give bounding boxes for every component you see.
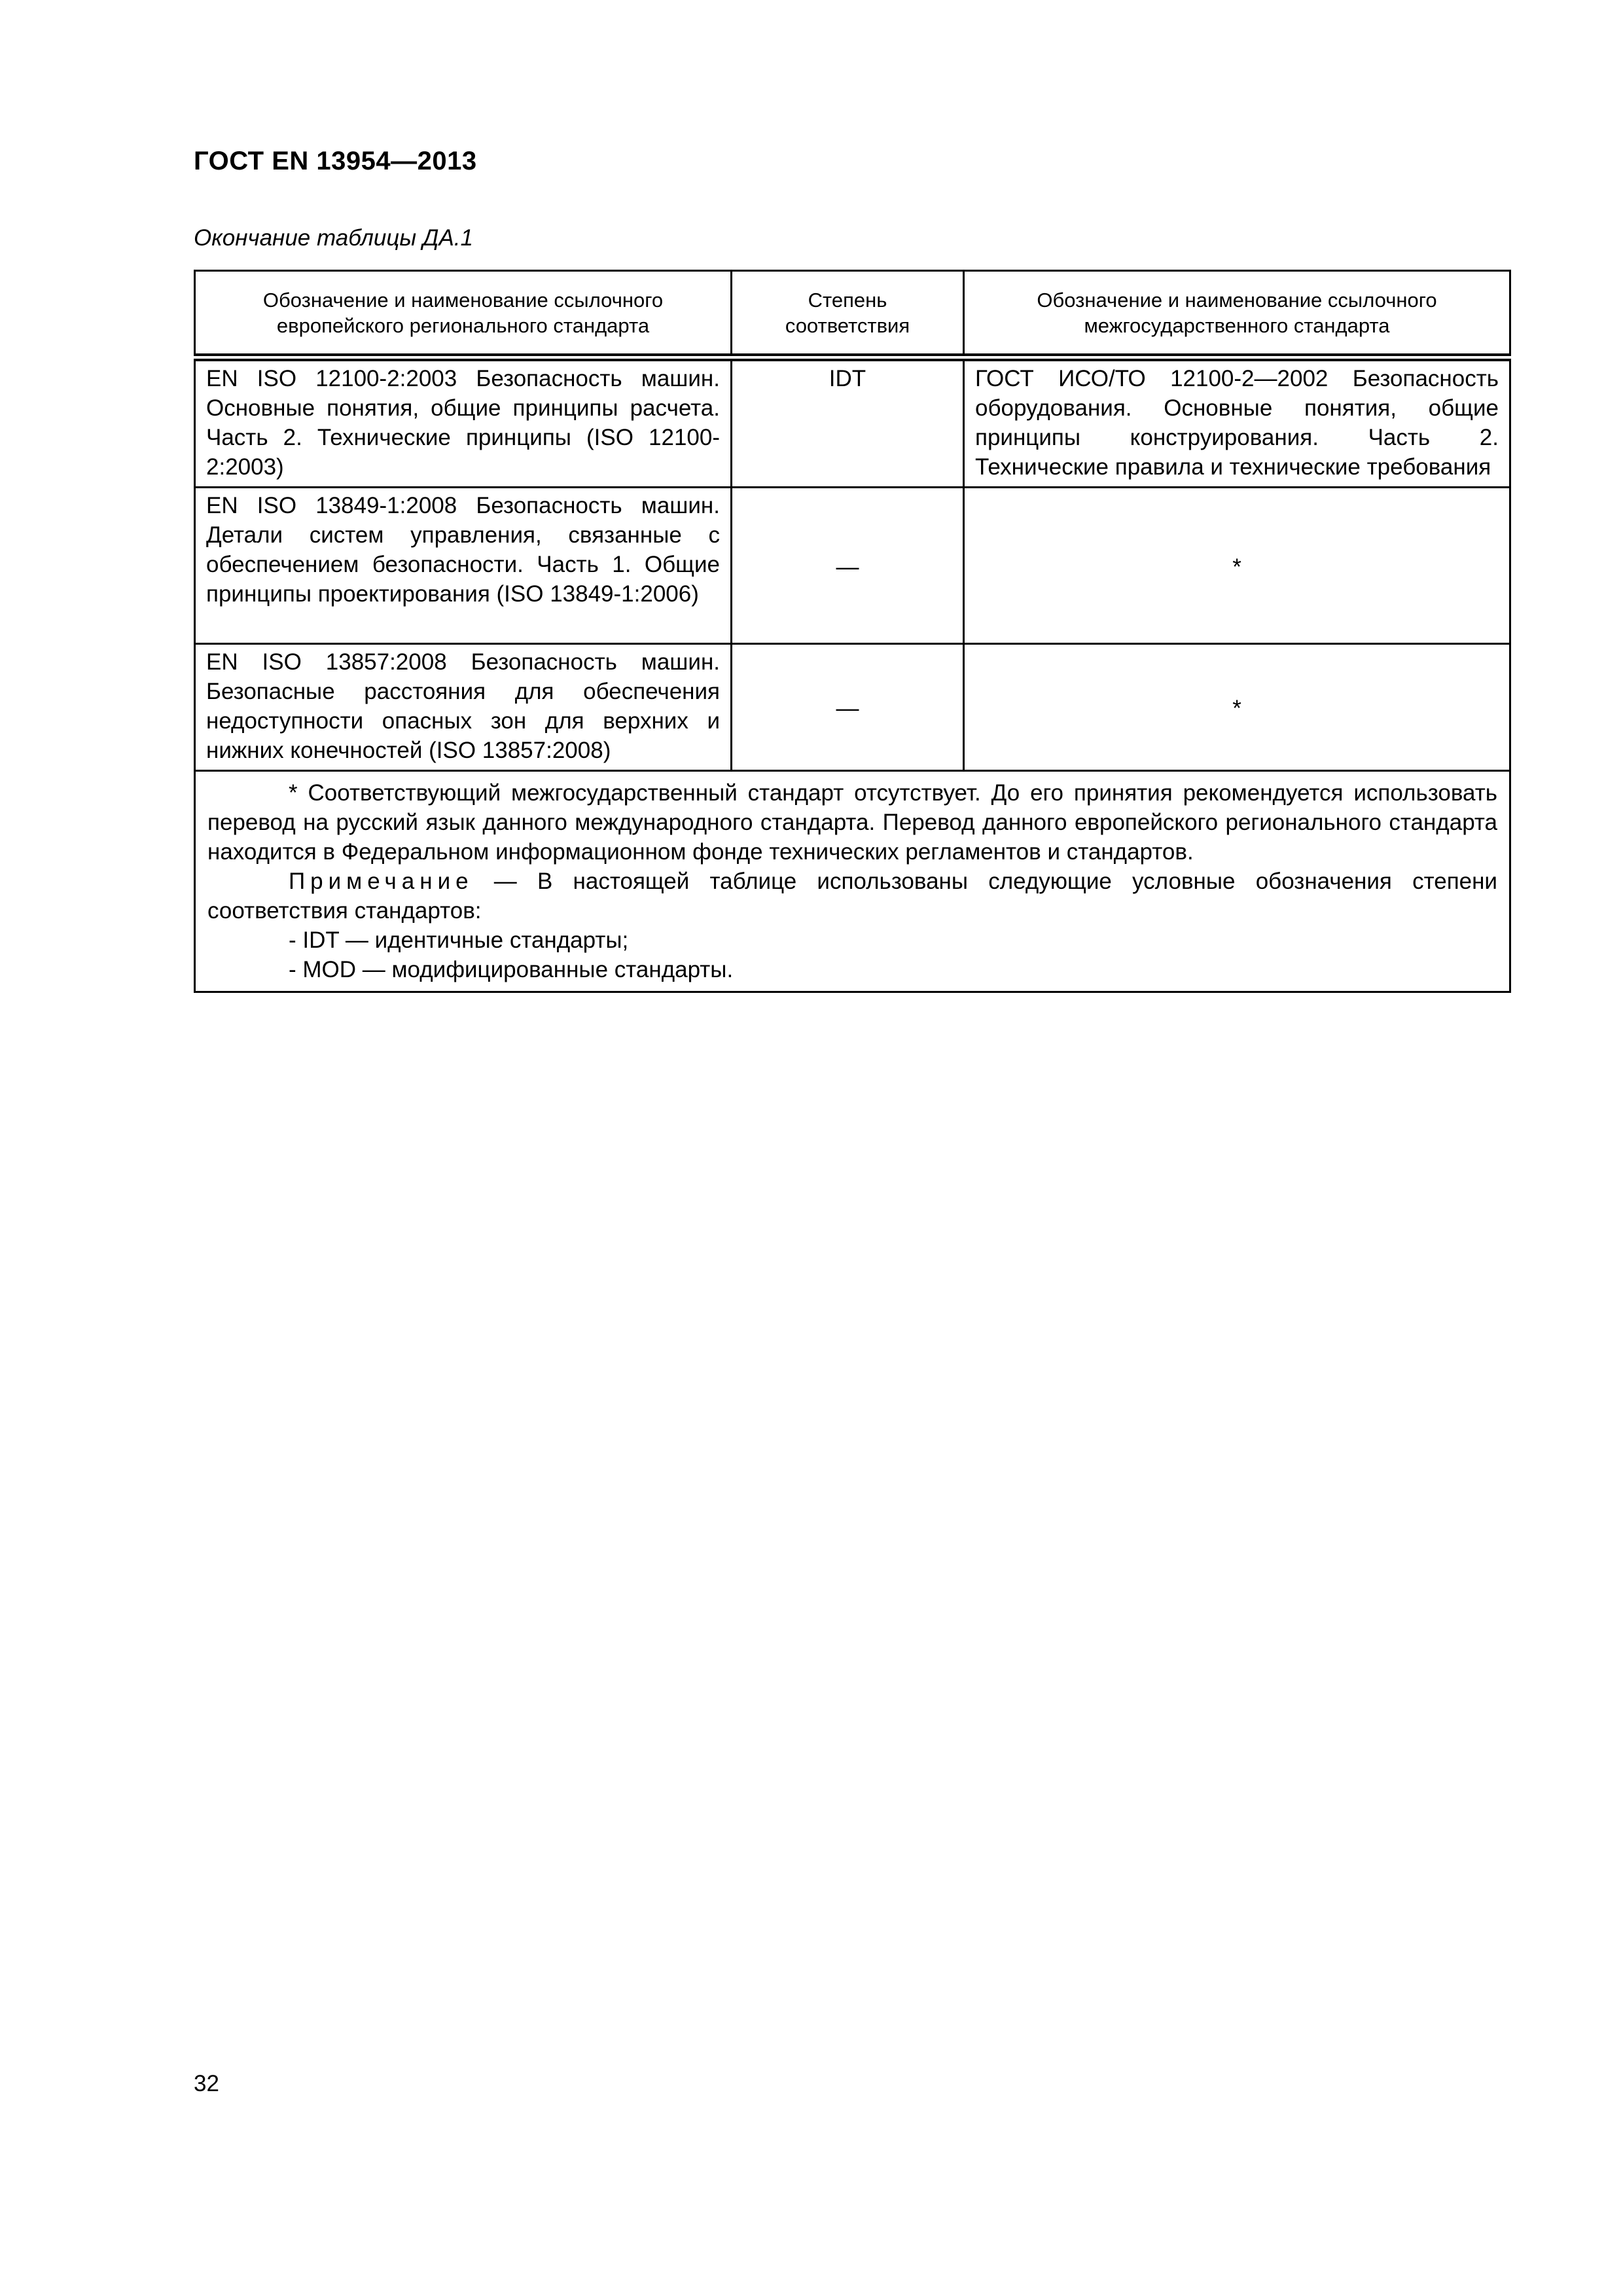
- notes-cell: [195, 771, 1510, 992]
- cell-interstate: ГОСТ ИСО/ТО 12100-2—2002 Безопасность оборудования. Основные понятия, общие принципы конструирования. Часть 2. Технические правила и технические требования: [964, 357, 1510, 488]
- column-header-degree: Степень соответствия: [732, 271, 964, 358]
- cell-degree: IDT: [732, 357, 964, 488]
- table-header-row: [195, 271, 1510, 358]
- note-paragraph: [207, 867, 1497, 925]
- table-notes-row: [195, 771, 1510, 992]
- column-header-interstate: Обозначение и наименование ссылочного межгосударственного стандарта: [964, 271, 1510, 358]
- cell-interstate: *: [964, 644, 1510, 771]
- cell-degree: —: [732, 644, 964, 771]
- page-number: 32: [194, 2071, 219, 2096]
- note-label: Примечание: [289, 869, 474, 894]
- note-list-item: - MOD — модифицированные стандарты.: [289, 957, 734, 982]
- note-text: — В настоящей таблице использованы следующие условные обозначения степени соответствия стандартов:: [207, 869, 1497, 924]
- reference-standards-table: [194, 270, 1511, 993]
- document-code: ГОСТ EN 13954—2013: [194, 147, 477, 175]
- cell-interstate: *: [964, 488, 1510, 644]
- footnote-text: * Соответствующий межгосударственный стандарт отсутствует. До его принятия рекомендуется использовать перевод на русский язык данного международного стандарта. Перевод данного европейского регионального стандарта находится в Федеральном информационном фонде технических регламентов и стандартов.: [207, 780, 1497, 865]
- cell-european: EN ISO 12100-2:2003 Безопасность машин. Основные понятия, общие принципы расчета. Часть 2. Технические принципы (ISO 12100-2:2003): [195, 357, 732, 488]
- table-row: [195, 357, 1510, 488]
- cell-european: EN ISO 13849-1:2008 Безопасность машин. Детали систем управления, связанные с обеспечением безопасности. Часть 1. Общие принципы проектирования (ISO 13849-1:2006): [195, 488, 732, 644]
- table-row: [195, 644, 1510, 771]
- cell-european: EN ISO 13857:2008 Безопасность машин. Безопасные расстояния для обеспечения недоступности опасных зон для верхних и нижних конечностей (ISO 13857:2008): [195, 644, 732, 771]
- cell-degree: —: [732, 488, 964, 644]
- note-list-item: - IDT — идентичные стандарты;: [289, 927, 629, 953]
- table-caption: Окончание таблицы ДА.1: [194, 225, 473, 251]
- table-row: [195, 488, 1510, 644]
- column-header-european: Обозначение и наименование ссылочного европейского регионального стандарта: [195, 271, 732, 358]
